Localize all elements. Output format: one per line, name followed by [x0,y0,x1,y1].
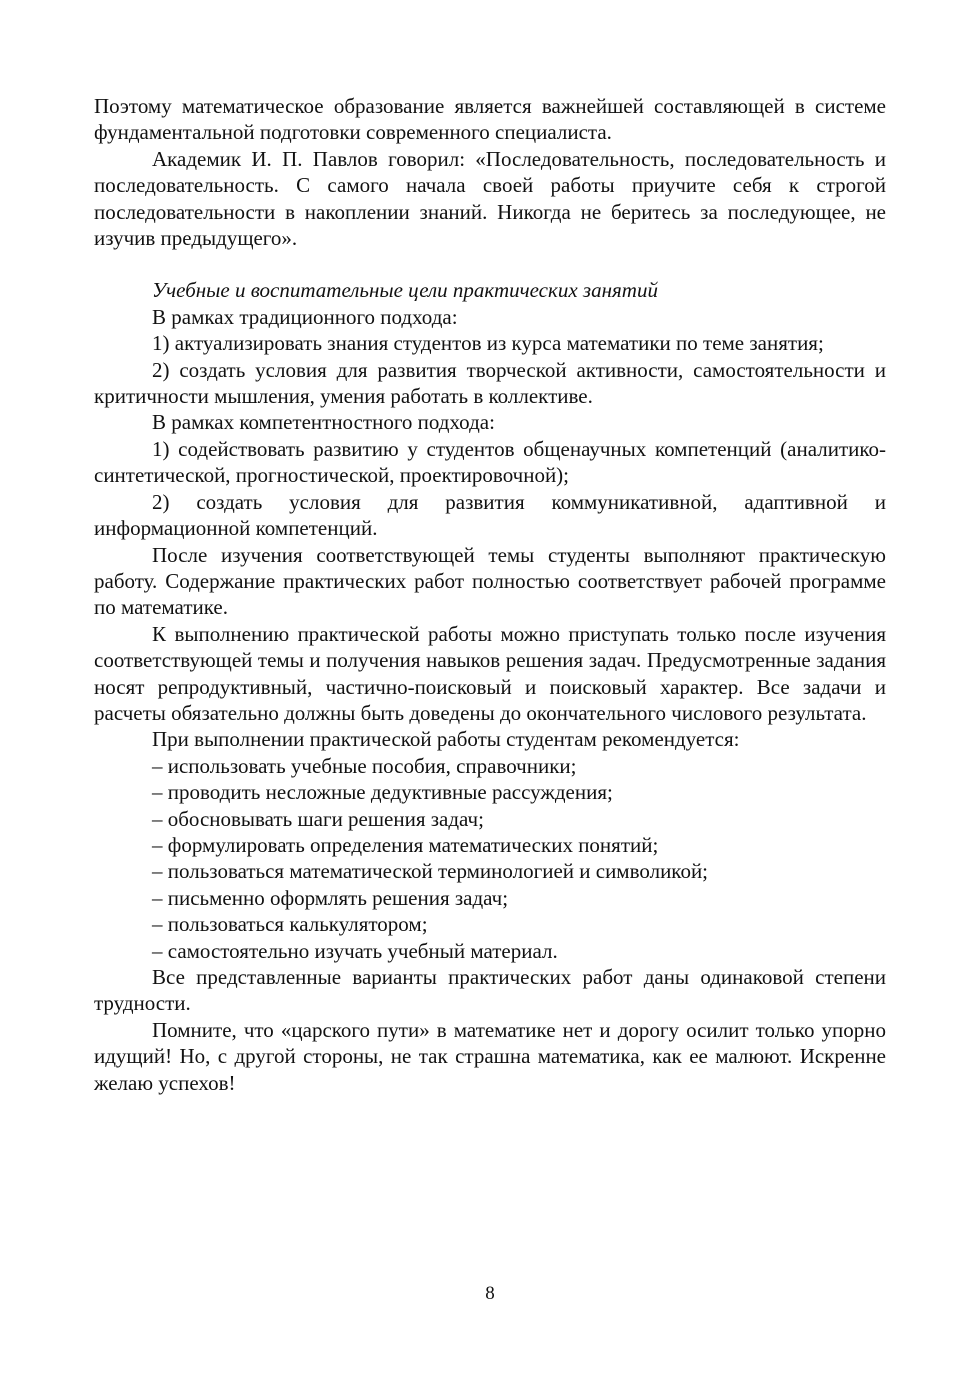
paragraph-math-education: Поэтому математическое образование является важнейшей составляющей в системе фундаментальной подготовки современного специалиста. [94,94,886,145]
paragraph-after-topic: После изучения соответствующей темы студенты выполняют практическую работу. Содержание практических работ полностью соответствует рабочей программе по математике. [94,542,886,620]
list-item: – самостоятельно изучать учебный материал. [152,938,558,963]
paragraph-closing: Помните, что «царского пути» в математике нет и дорогу осилит только упорно идущий! Но, с другой стороны, не так страшна математика, как ее малюют. Искренне желаю успехов! [94,1017,886,1095]
list-item: – формулировать определения математических понятий; [152,832,659,857]
list-item: – использовать учебные пособия, справочники; [152,753,577,778]
paragraph-pavlov-quote: Академик И. П. Павлов говорил: «Последовательность, последовательность и последовательность. С самого начала своей работы приучите себя к строгой последовательности в накоплении знаний. Никогда не беритесь за последующее, не изучив предыдущего». [94,146,886,251]
competence-approach-label: В рамках компетентностного подхода: [152,410,495,435]
paragraph-variants: Все представленные варианты практических работ даны одинаковой степени трудности. [94,965,886,1016]
spacer [94,251,886,277]
competence-item-2: 2) создать условия для развития коммуникативной, адаптивной и информационной компетенций. [94,489,886,541]
document-page [94,93,886,1096]
list-item: – проводить несложные дедуктивные рассуждения; [152,780,613,805]
list-item: – письменно оформлять решения задач; [152,885,509,910]
traditional-approach-label: В рамках традиционного подхода: [152,304,458,329]
page-number: 8 [485,1283,495,1304]
section-heading-goals: Учебные и воспитательные цели практических занятий [152,278,658,303]
list-item: – обосновывать шаги решения задач; [152,806,484,831]
competence-item-1: 1) содействовать развитию у студентов общенаучных компетенций (аналитико-синтетической, прогностической, проектировочной); [94,436,886,488]
traditional-item-2: 2) создать условия для развития творческой активности, самостоятельности и критичности мышления, умения работать в коллективе. [94,357,886,409]
list-item: – пользоваться калькулятором; [152,912,428,937]
paragraph-start-work: К выполнению практической работы можно приступать только после изучения соответствующей темы и получения навыков решения задач. Предусмотренные задания носят репродуктивный, частично-поисковый и поисковый характер. Все задачи и расчеты обязательно должны быть доведены до окончательного числового результата. [94,621,886,725]
list-item: – пользоваться математической терминологией и символикой; [152,859,709,884]
recommend-list [94,753,886,964]
recommend-label: При выполнении практической работы студентам рекомендуется: [152,727,740,752]
traditional-item-1: 1) актуализировать знания студентов из курса математики по теме занятия; [152,331,824,356]
